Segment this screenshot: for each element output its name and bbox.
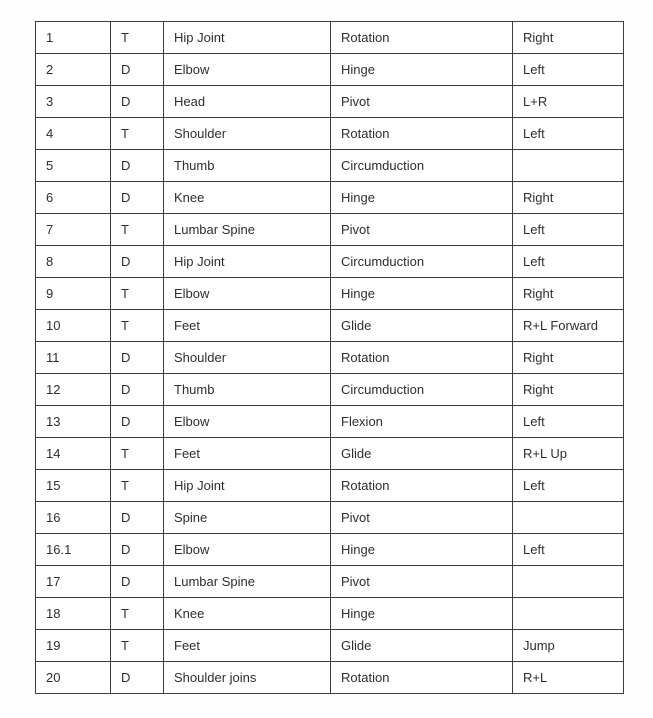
cell-movement: Rotation [331,342,513,374]
cell-joint: Hip Joint [164,246,331,278]
cell-movement: Pivot [331,86,513,118]
cell-joint: Elbow [164,406,331,438]
cell-number: 1 [36,22,111,54]
cell-movement: Circumduction [331,150,513,182]
cell-type: D [111,86,164,118]
table-row [36,662,624,694]
cell-direction: Left [513,534,624,566]
cell-movement: Rotation [331,118,513,150]
cell-direction: L+R [513,86,624,118]
cell-type: T [111,214,164,246]
cell-joint: Knee [164,182,331,214]
cell-movement: Hinge [331,598,513,630]
cell-movement: Rotation [331,662,513,694]
table-row [36,598,624,630]
table-row [36,406,624,438]
cell-number: 10 [36,310,111,342]
cell-number: 18 [36,598,111,630]
cell-movement: Circumduction [331,374,513,406]
table-row [36,502,624,534]
cell-joint: Lumbar Spine [164,214,331,246]
cell-movement: Rotation [331,22,513,54]
cell-type: T [111,470,164,502]
joint-movement-table [35,21,624,694]
cell-number: 6 [36,182,111,214]
cell-direction: Left [513,406,624,438]
cell-joint: Feet [164,630,331,662]
cell-number: 9 [36,278,111,310]
cell-joint: Elbow [164,534,331,566]
cell-number: 12 [36,374,111,406]
cell-joint: Elbow [164,278,331,310]
cell-number: 14 [36,438,111,470]
cell-direction [513,502,624,534]
cell-movement: Hinge [331,54,513,86]
cell-direction: Right [513,342,624,374]
cell-joint: Feet [164,310,331,342]
cell-direction: Left [513,118,624,150]
cell-type: D [111,246,164,278]
table-row [36,22,624,54]
cell-direction: Left [513,470,624,502]
cell-direction [513,566,624,598]
cell-movement: Circumduction [331,246,513,278]
table-row [36,438,624,470]
cell-movement: Hinge [331,182,513,214]
cell-type: D [111,534,164,566]
cell-movement: Glide [331,630,513,662]
cell-movement: Hinge [331,278,513,310]
cell-type: D [111,150,164,182]
cell-movement: Rotation [331,470,513,502]
cell-type: T [111,22,164,54]
table-row [36,182,624,214]
cell-direction: Right [513,182,624,214]
cell-direction [513,150,624,182]
cell-direction: R+L Up [513,438,624,470]
cell-type: D [111,182,164,214]
cell-direction: Right [513,278,624,310]
table-row [36,246,624,278]
cell-direction: Jump [513,630,624,662]
cell-number: 5 [36,150,111,182]
cell-direction [513,598,624,630]
cell-joint: Hip Joint [164,22,331,54]
cell-direction: R+L Forward [513,310,624,342]
cell-movement: Glide [331,438,513,470]
cell-joint: Thumb [164,374,331,406]
cell-type: T [111,598,164,630]
cell-type: D [111,566,164,598]
cell-joint: Shoulder joins [164,662,331,694]
cell-number: 4 [36,118,111,150]
table-row [36,278,624,310]
cell-type: D [111,406,164,438]
cell-joint: Head [164,86,331,118]
table-row [36,214,624,246]
cell-number: 2 [36,54,111,86]
cell-direction: Right [513,22,624,54]
table-row [36,54,624,86]
cell-movement: Hinge [331,534,513,566]
cell-movement: Pivot [331,566,513,598]
cell-joint: Shoulder [164,342,331,374]
cell-number: 15 [36,470,111,502]
table-row [36,86,624,118]
cell-number: 13 [36,406,111,438]
cell-number: 20 [36,662,111,694]
cell-type: T [111,310,164,342]
cell-number: 8 [36,246,111,278]
cell-type: D [111,502,164,534]
cell-number: 3 [36,86,111,118]
cell-joint: Knee [164,598,331,630]
cell-type: D [111,54,164,86]
cell-number: 19 [36,630,111,662]
table-row [36,630,624,662]
cell-joint: Shoulder [164,118,331,150]
cell-type: D [111,374,164,406]
table-row [36,566,624,598]
cell-type: T [111,438,164,470]
cell-movement: Flexion [331,406,513,438]
cell-joint: Thumb [164,150,331,182]
cell-joint: Elbow [164,54,331,86]
table-row [36,534,624,566]
cell-movement: Pivot [331,214,513,246]
cell-direction: Left [513,214,624,246]
cell-direction: R+L [513,662,624,694]
cell-number: 16.1 [36,534,111,566]
cell-direction: Left [513,246,624,278]
table-row [36,470,624,502]
cell-joint: Hip Joint [164,470,331,502]
table-row [36,310,624,342]
cell-number: 16 [36,502,111,534]
cell-joint: Feet [164,438,331,470]
table-row [36,118,624,150]
cell-direction: Left [513,54,624,86]
cell-direction: Right [513,374,624,406]
cell-type: T [111,278,164,310]
cell-joint: Spine [164,502,331,534]
table-row [36,342,624,374]
cell-type: T [111,630,164,662]
cell-number: 17 [36,566,111,598]
cell-type: T [111,118,164,150]
table-row [36,374,624,406]
cell-movement: Glide [331,310,513,342]
cell-type: D [111,342,164,374]
table-body [36,22,624,694]
cell-number: 11 [36,342,111,374]
cell-type: D [111,662,164,694]
table-row [36,150,624,182]
cell-number: 7 [36,214,111,246]
cell-joint: Lumbar Spine [164,566,331,598]
cell-movement: Pivot [331,502,513,534]
